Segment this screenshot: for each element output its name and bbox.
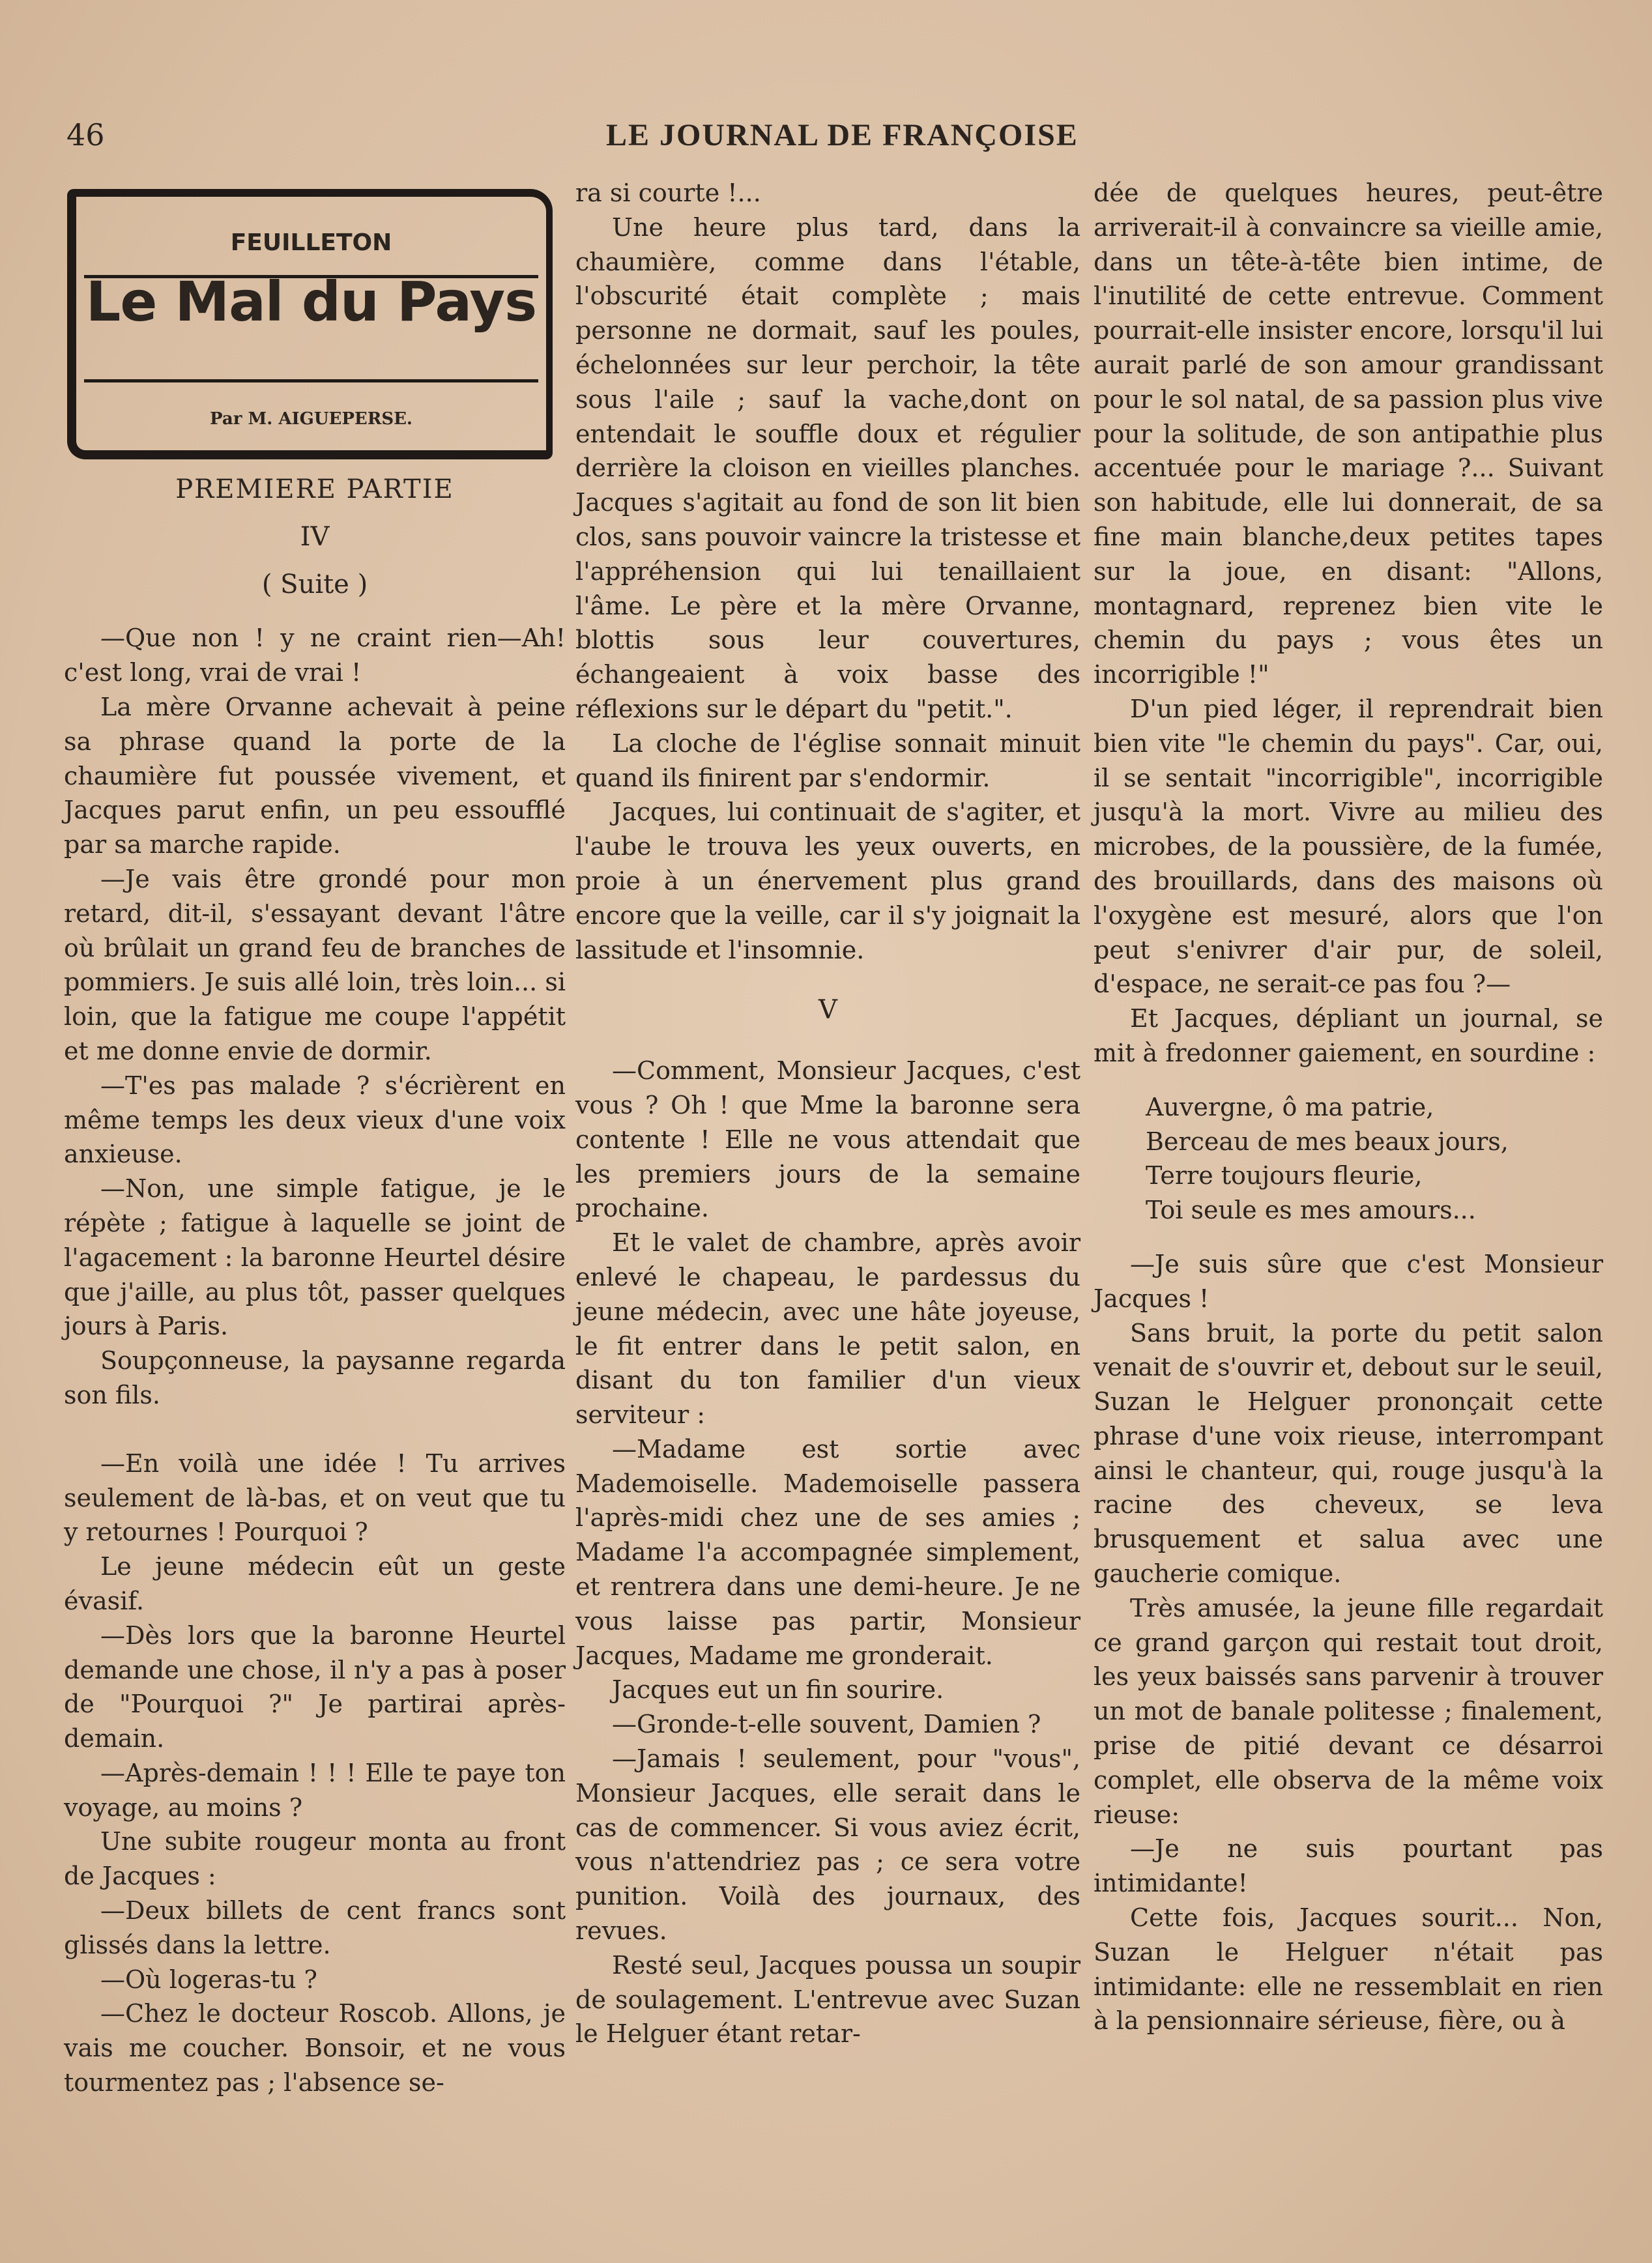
paragraph: dée de quelques heures, peut-être arriverait-il à convaincre sa vieille amie, dans un tête-à-tête bien intime, de l'inutilité de cette entrevue. Comment pourrait-elle insister encore, lorsqu'il lui aurait parlé de son amour grandissant pour le sol natal, de sa passion plus vive pour la solitude, de son antipathie plus accentuée pour le mariage ?... Suivant son habitude, elle lui donnerait, de sa fine main blanche,deux petites tapes sur la joue, en disant: "Allons, montagnard, reprenez bien vite le chemin du pays ; vous êtes un incorrigible !" bbox=[1094, 179, 1603, 689]
paragraph: Sans bruit, la porte du petit salon venait de s'ouvrir et, debout sur le seuil, Suzan le Helguer prononçait cette phrase d'une voix rieuse, interrompant ainsi le chanteur, qui, rouge jusqu'à la racine des cheveux, se leva brusquement et salua avec une gaucherie comique. bbox=[1094, 1318, 1603, 1589]
chapter-heading: IV bbox=[300, 521, 330, 552]
paragraph: —Je ne suis pourtant pas intimidante! bbox=[1094, 1834, 1603, 1898]
box-rule-bottom bbox=[84, 379, 538, 382]
feuilleton-label: FEUILLETON bbox=[230, 229, 392, 256]
paragraph: —Que non ! y ne craint rien—Ah! c'est long, vrai de vrai ! bbox=[64, 624, 566, 687]
paragraph: —Je suis sûre que c'est Monsieur Jacques ! bbox=[1094, 1249, 1603, 1313]
paragraph: Jacques eut un fin sourire. bbox=[612, 1675, 944, 1705]
paragraph: —Chez le docteur Roscob. Allons, je vais me coucher. Bonsoir, et ne vous tourmentez pas ; l'absence se- bbox=[64, 1999, 566, 2097]
paragraph: —Où logeras-tu ? bbox=[100, 1965, 317, 1994]
paragraph: Une heure plus tard, dans la chaumière, comme dans l'étable, l'obscurité était complète ; mais personne ne dormait, sauf les poules, échelonnées sur leur perchoir, la tête sous l'aile ; sauf la vache,dont on entendait le souffle doux et régulier derrière la cloison en vieilles planches. Jacques s'agitait au fond de son lit bien clos, sans pouvoir vaincre la tristesse et l'appréhension qui lui tenaillaient l'âme. Le père et la mère Orvanne, blottis sous leur couvertures, échangeaient à voix basse des réflexions sur le départ du "petit.". bbox=[575, 212, 1080, 723]
spacer bbox=[64, 1413, 566, 1447]
paragraph: —T'es pas malade ? s'écrièrent en même temps les deux vieux d'une voix anxieuse. bbox=[64, 1071, 566, 1169]
running-head bbox=[0, 117, 1652, 163]
paragraph: —Non, une simple fatigue, je le répète ; fatigue à laquelle se joint de l'agacement : la baronne Heurtel désire que j'aille, au plus tôt, passer quelques jours à Paris. bbox=[64, 1174, 566, 1341]
paragraph: Et le valet de chambre, après avoir enlevé le chapeau, le pardessus du jeune médecin, avec une hâte joyeuse, le fit entrer dans le petit salon, en disant du ton familier d'un vieux serviteur : bbox=[575, 1228, 1080, 1430]
paragraph: Et Jacques, dépliant un journal, se mit à fredonner gaiement, en sourdine : bbox=[1094, 1004, 1603, 1067]
paragraph: Une subite rougeur monta au front de Jacques : bbox=[64, 1827, 566, 1891]
feuilleton-title: Le Mal du Pays bbox=[85, 270, 537, 334]
paragraph: Resté seul, Jacques poussa un soupir de soulagement. L'entrevue avec Suzan le Helguer étant retar- bbox=[575, 1950, 1080, 2049]
column-2 bbox=[575, 176, 1080, 2051]
paragraph: Cette fois, Jacques sourit... Non, Suzan le Helguer n'était pas intimidante: elle ne ressemblait en rien à la pensionnaire sérieuse, fière, ou à bbox=[1094, 1903, 1603, 2036]
paragraph: La mère Orvanne achevait à peine sa phrase quand la porte de la chaumière fut poussée vivement, et Jacques parut enfin, un peu essoufflé par sa marche rapide. bbox=[64, 692, 566, 859]
paragraph: —Madame est sortie avec Mademoiselle. Mademoiselle passera l'après-midi chez une de ses amies ; Madame l'a accompagnée simplement, et rentrera dans une demi-heure. Je ne vous laisse pas partir, Monsieur Jacques, Madame me gronderait. bbox=[575, 1434, 1080, 1670]
verse-line: Berceau de mes beaux jours, bbox=[1146, 1127, 1509, 1156]
paragraph: Le jeune médecin eût un geste évasif. bbox=[64, 1552, 566, 1615]
paragraph: —Je vais être grondé pour mon retard, dit-il, s'essayant devant l'âtre où brûlait un grand feu de branches de pommiers. Je suis allé loin, très loin... si loin, que la fatigue me coupe l'appétit et me donne envie de dormir. bbox=[64, 864, 566, 1065]
song-verse bbox=[1094, 1090, 1603, 1228]
paragraph: —En voilà une idée ! Tu arrives seulement de là-bas, et on veut que tu y retournes ! Pourquoi ? bbox=[64, 1449, 566, 1547]
paragraph: D'un pied léger, il reprendrait bien bien vite "le chemin du pays". Car, oui, il se sentait "incorrigible", incorrigible jusqu'à la mort. Vivre au milieu des microbes, de la poussière, de la fumée, des brouillards, dans des maisons où l'oxygène est mesuré, alors que l'on peut s'enivrer d'air pur, de soleil, d'espace, ne serait-ce pas fou ?— bbox=[1094, 694, 1603, 999]
chapter-heading: V bbox=[819, 995, 837, 1026]
feuilleton-title-box bbox=[67, 189, 553, 459]
paragraph: —Dès lors que la baronne Heurtel demande une chose, il n'y a pas à poser de "Pourquoi ?" Je partirai après-demain. bbox=[64, 1621, 566, 1753]
paragraph: La cloche de l'église sonnait minuit quand ils finirent par s'endormir. bbox=[575, 728, 1080, 792]
paragraph: —Jamais ! seulement, pour "vous", Monsieur Jacques, elle serait dans le cas de commencer. Si vous aviez écrit, vous n'attendriez pas ; ce sera votre punition. Voilà des journaux, des revues. bbox=[575, 1744, 1080, 1946]
verse-line: Terre toujours fleurie, bbox=[1146, 1161, 1423, 1190]
suite-label: ( Suite ) bbox=[261, 569, 368, 599]
verse-line: Auvergne, ô ma patrie, bbox=[1146, 1092, 1434, 1121]
paragraph: —Après-demain ! ! ! Elle te paye ton voyage, au moins ? bbox=[64, 1758, 566, 1822]
paragraph: —Gronde-t-elle souvent, Damien ? bbox=[612, 1710, 1041, 1739]
paragraph: —Deux billets de cent francs sont glissés dans la lettre. bbox=[64, 1896, 566, 1959]
paragraph: Soupçonneuse, la paysanne regarda son fils. bbox=[64, 1346, 566, 1409]
verse-line: Toi seule es mes amours... bbox=[1146, 1196, 1476, 1225]
part-heading: PREMIERE PARTIE bbox=[175, 474, 454, 504]
paragraph: —Comment, Monsieur Jacques, c'est vous ? Oh ! que Mme la baronne sera contente ! Elle ne vous attendait que les premiers jours de la semaine prochaine. bbox=[575, 1056, 1080, 1223]
journal-title: LE JOURNAL DE FRANÇOISE bbox=[606, 118, 1079, 152]
paragraph: ra si courte !... bbox=[575, 179, 761, 207]
column-1 bbox=[64, 176, 566, 2100]
column-3 bbox=[1094, 176, 1603, 2038]
paragraph: Jacques, lui continuait de s'agiter, et l'aube le trouva les yeux ouverts, en proie à un énervement plus grand encore que la veille, car il s'y joignait la lassitude et l'insomnie. bbox=[575, 798, 1080, 964]
page-number: 46 bbox=[66, 117, 105, 152]
paragraph: Très amusée, la jeune fille regardait ce grand garçon qui restait tout droit, les yeux baissés sans parvenir à trouver un mot de banale politesse ; finalement, prise de pitié devant ce désarroi complet, elle observa de la même voix rieuse: bbox=[1094, 1593, 1603, 1829]
feuilleton-author: Par M. AIGUEPERSE. bbox=[210, 409, 413, 429]
